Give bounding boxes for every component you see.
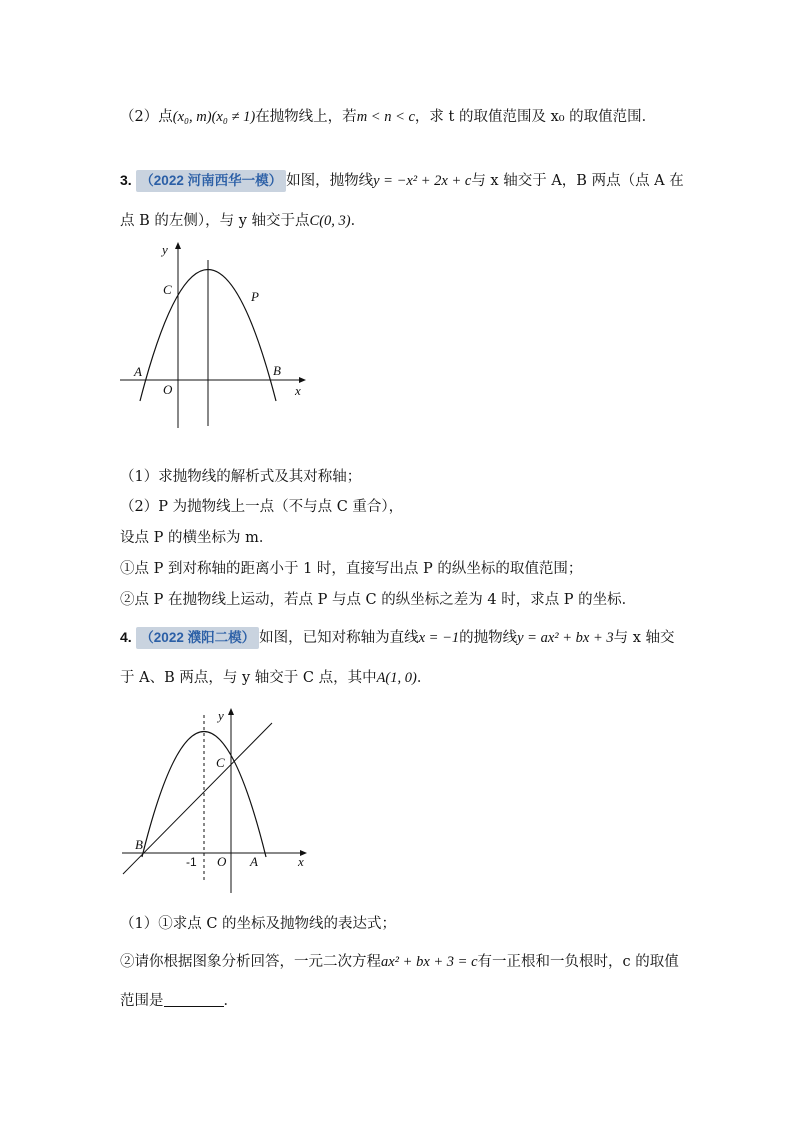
q2-sub2-prefix: （2）点 bbox=[120, 109, 173, 125]
q3-line1 bbox=[120, 170, 684, 192]
q3-line2 bbox=[120, 211, 365, 231]
q2-sub2-point: (x₀, m)(x₀ ≠ 1) bbox=[172, 109, 256, 125]
q3-text-b: 与 x 轴交于 A，B 两点（点 A 在 bbox=[471, 173, 684, 189]
q4-label-m1: -1 bbox=[186, 855, 197, 869]
q4-sub3-text-b: ． bbox=[223, 993, 238, 1009]
q2-sub2-suffix: ，求 t 的取值范围及 x₀ 的取值范围． bbox=[414, 109, 657, 125]
q3-label-x: x bbox=[295, 383, 301, 398]
q3-sub2c: ①点 P 到对称轴的距离小于 1 时，直接写出点 P 的纵坐标的取值范围； bbox=[120, 561, 583, 577]
q3-number: 3. bbox=[120, 172, 132, 188]
q4-label-a: A bbox=[250, 854, 258, 869]
q4-text-b: 的抛物线 bbox=[459, 630, 518, 646]
q3-label-p: P bbox=[251, 289, 259, 304]
q2-sub2-mid: 在抛物线上，若 bbox=[255, 109, 357, 125]
q3-label-a: A bbox=[134, 364, 142, 379]
q4-text-a: 如图，已知对称轴为直线 bbox=[259, 630, 419, 646]
q3-label-o: O bbox=[163, 382, 173, 397]
q2-sub2-line bbox=[120, 107, 656, 127]
q3-label-b: B bbox=[273, 363, 281, 378]
q4-sub3-text-a: 范围是 bbox=[120, 993, 164, 1009]
q3-text-a: 如图，抛物线 bbox=[286, 173, 374, 189]
q4-sub1: （1）①求点 C 的坐标及抛物线的表达式； bbox=[120, 916, 397, 932]
q3-text-c: 点 B 的左侧），与 y 轴交于点 bbox=[120, 213, 310, 229]
q4-sub2-text-b: 有一正根和一负根时，c 的取值 bbox=[477, 954, 679, 970]
q3-point-c: C(0, 3) bbox=[309, 213, 351, 229]
q3-sub1: （1）求抛物线的解析式及其对称轴； bbox=[120, 469, 362, 485]
q3-label-c: C bbox=[163, 282, 172, 297]
q4-label-y: y bbox=[218, 708, 224, 723]
q4-label-b: B bbox=[135, 837, 143, 852]
q2-sub2-cond: m < n < c bbox=[356, 109, 415, 125]
q3-sub2b: 设点 P 的横坐标为 m． bbox=[120, 530, 274, 546]
q3-label-y: y bbox=[162, 242, 168, 257]
q4-label-o: O bbox=[217, 854, 227, 869]
q4-label-x: x bbox=[298, 854, 304, 869]
q3-sub2d: ②点 P 在抛物线上运动，若点 P 与点 C 的纵坐标之差为 4 时，求点 P 的坐标． bbox=[120, 592, 637, 608]
q4-source-tag: （2022 濮阳二模） bbox=[136, 627, 259, 649]
q4-text-c: 与 x 轴交 bbox=[613, 630, 675, 646]
answer-blank[interactable] bbox=[164, 992, 224, 1007]
q3-source-tag: （2022 河南西华一模） bbox=[136, 170, 286, 192]
q4-line1 bbox=[120, 627, 675, 649]
q4-text-d: 于 A、B 两点，与 y 轴交于 C 点，其中 bbox=[120, 670, 377, 686]
q4-line2 bbox=[120, 668, 431, 688]
q4-label-c: C bbox=[216, 755, 225, 770]
q3-figure bbox=[118, 238, 318, 433]
q4-number: 4. bbox=[120, 629, 132, 645]
q4-y-arrow bbox=[228, 708, 234, 715]
q4-sub2 bbox=[120, 952, 679, 972]
q4-sub2-text-a: ②请你根据图象分析回答，一元二次方程 bbox=[120, 954, 381, 970]
q3-sub2: （2）P 为抛物线上一点（不与点 C 重合）， bbox=[120, 499, 404, 515]
q4-sub3 bbox=[120, 991, 238, 1011]
q4-equation: y = ax² + bx + 3 bbox=[517, 630, 614, 646]
q3-y-arrow bbox=[175, 242, 181, 249]
q4-sub2-equation: ax² + bx + 3 = c bbox=[381, 954, 478, 970]
q4-point-a: A(1, 0) bbox=[376, 670, 417, 686]
q4-text-e: ． bbox=[416, 670, 432, 686]
q3-text-d: ． bbox=[350, 213, 366, 229]
q4-axis-eq: x = −1 bbox=[418, 630, 460, 646]
q3-equation: y = −x² + 2x + c bbox=[373, 173, 472, 189]
q4-figure bbox=[118, 703, 318, 898]
